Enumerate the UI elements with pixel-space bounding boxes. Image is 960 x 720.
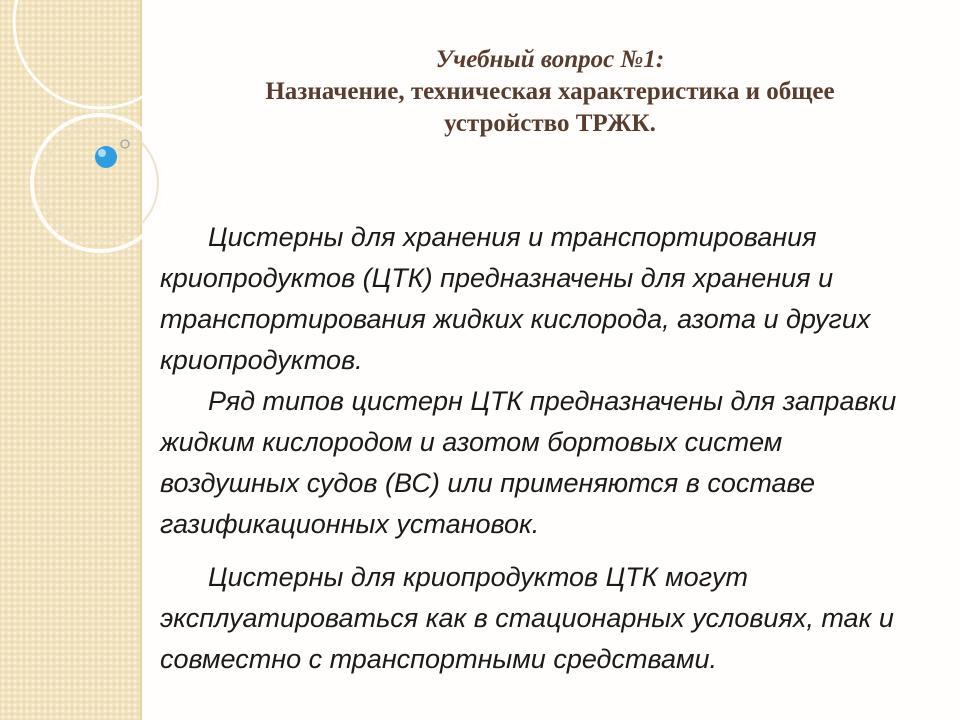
- large-arc: [14, 0, 180, 108]
- body-text-block-1: [160, 217, 920, 545]
- blue-dot-icon: [95, 146, 117, 168]
- paragraph-ctk-operation: Цистерны для криопродуктов ЦТК могут эксплуатироваться как в стационарных условиях, так и совместно с транспортными средствами.: [160, 562, 894, 674]
- paragraph-ctk-types: Ряд типов цистерн ЦТК предназначены для заправки жидким кислородом и азотом бортовых систем воздушных судов (ВС) или применяются в составе газификационных установок.: [160, 386, 897, 539]
- blue-dot-highlight: [98, 149, 106, 157]
- title-question-number: Учебный вопрос №1:: [435, 46, 665, 73]
- inner-arc: [42, 125, 158, 241]
- body-text-block-2: [160, 557, 920, 680]
- slide-title: [170, 44, 930, 140]
- paragraph-ctk-purpose: Цистерны для хранения и транспортирования криопродуктов (ЦТК) предназначены для хранения и транспортирования жидких кислорода, азота и других криопродуктов.: [160, 222, 871, 375]
- small-ring-icon: [121, 140, 129, 148]
- title-topic-line-2: устройство ТРЖК.: [444, 110, 656, 137]
- medium-arc: [32, 115, 168, 251]
- decorative-arcs: [0, 0, 180, 320]
- title-topic-line-1: Назначение, техническая характеристика и общее: [265, 78, 835, 105]
